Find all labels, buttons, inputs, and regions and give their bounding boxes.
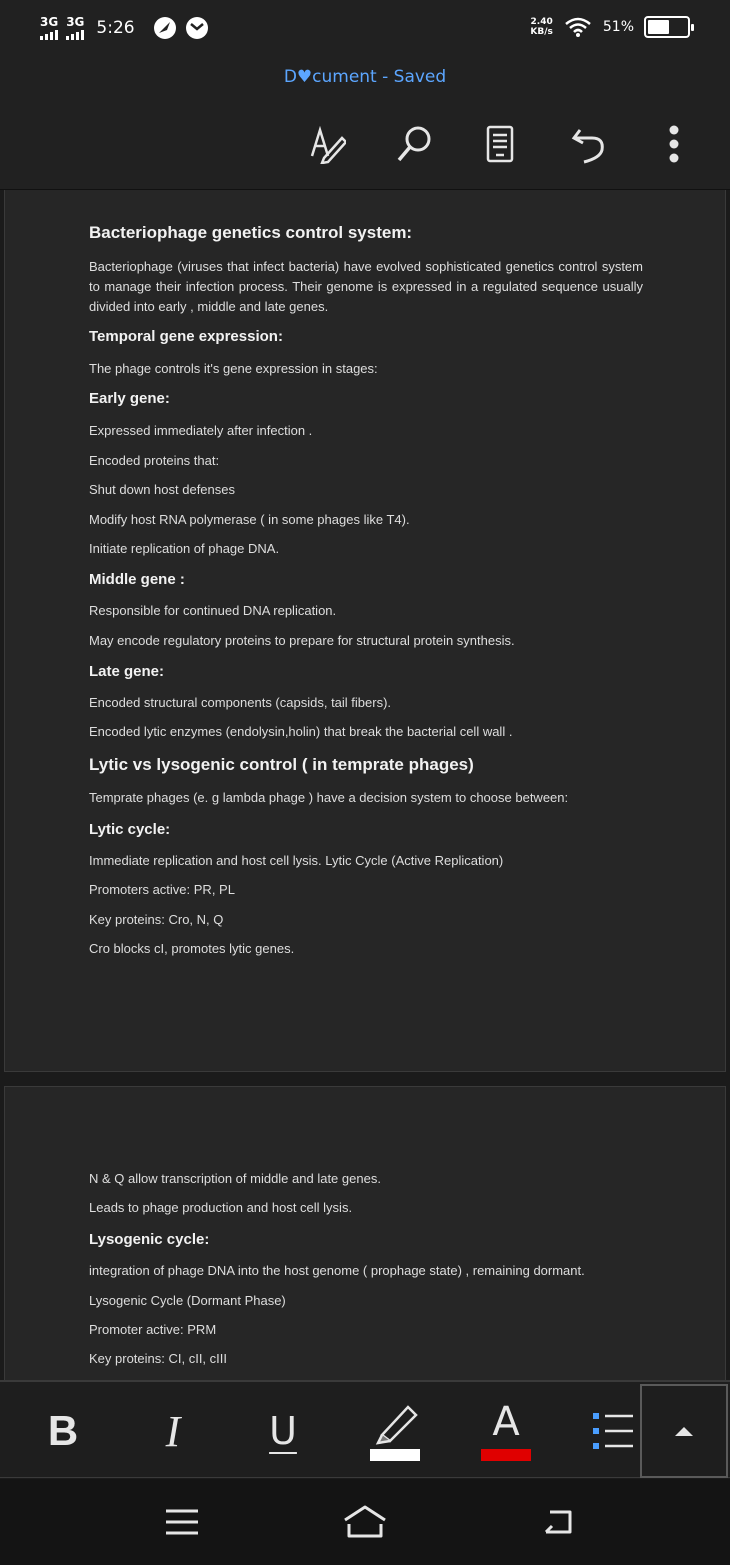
paragraph: Encoded lytic enzymes (endolysin,holin) that break the bacterial cell wall . — [89, 724, 513, 739]
font-color-swatch — [481, 1449, 531, 1461]
speed-value: 2.40 — [530, 17, 553, 27]
status-right — [530, 16, 690, 38]
paragraph: Initiate replication of phage DNA. — [89, 541, 280, 556]
network-type-2: 3G — [66, 15, 85, 29]
battery-icon — [644, 16, 690, 38]
paragraph: Expressed immediately after infection . — [89, 423, 313, 438]
list-button[interactable] — [584, 1382, 640, 1480]
heading-early: Early gene: — [89, 390, 170, 407]
italic-button[interactable] — [140, 1382, 206, 1480]
document-page-2[interactable] — [4, 1086, 726, 1386]
underline-button[interactable] — [250, 1382, 316, 1480]
paragraph: Modify host RNA polymerase ( in some phages like T4). — [89, 512, 410, 527]
network-type-1: 3G — [40, 15, 59, 29]
reading-mode-button[interactable] — [476, 120, 524, 168]
signal-bars-icon — [40, 30, 58, 40]
paragraph: The phage controls it's gene expression in stages: — [89, 361, 378, 376]
top-toolbar — [0, 120, 730, 170]
edit-pen-icon — [306, 124, 346, 164]
caret-up-icon — [673, 1424, 695, 1438]
search-button[interactable] — [390, 120, 438, 168]
status-left — [40, 16, 209, 40]
wifi-icon — [563, 16, 593, 38]
battery-percent: 51% — [602, 19, 634, 35]
font-color-button[interactable] — [474, 1382, 538, 1480]
heading-lysogenic: Lysogenic cycle: — [89, 1231, 210, 1248]
network-speed — [530, 17, 552, 37]
app-header — [0, 58, 730, 190]
recents-button[interactable] — [152, 1499, 212, 1545]
highlight-button[interactable] — [360, 1382, 430, 1480]
heading-lytic-vs-lysogenic: Lytic vs lysogenic control ( in temprate phages) — [89, 755, 474, 774]
highlight-control — [368, 1401, 422, 1461]
paragraph: Leads to phage production and host cell lysis. — [89, 1200, 353, 1215]
paragraph: Key proteins: Cro, N, Q — [89, 912, 224, 927]
heading-late: Late gene: — [89, 663, 165, 680]
signal-2 — [66, 16, 84, 40]
back-icon — [538, 1506, 578, 1538]
document-page-1[interactable] — [4, 190, 726, 1072]
home-button[interactable] — [335, 1499, 395, 1545]
notification-app-icon — [153, 16, 177, 40]
paragraph: Encoded proteins that: — [89, 453, 220, 468]
heading-middle: Middle gene : — [89, 571, 185, 588]
font-color-label: A — [492, 1399, 520, 1445]
clock: 5:26 — [96, 18, 135, 38]
speed-unit: KB/s — [530, 27, 553, 37]
highlight-color-swatch — [370, 1449, 420, 1461]
paragraph: integration of phage DNA into the host genome ( prophage state) , remaining dormant. — [89, 1263, 585, 1278]
reading-mode-icon — [483, 124, 517, 164]
bold-button[interactable] — [30, 1382, 96, 1480]
heading-temporal: Temporal gene expression: — [89, 328, 283, 345]
highlighter-icon — [368, 1401, 422, 1445]
home-icon — [339, 1502, 391, 1542]
paragraph: Key proteins: CI, cII, cIII — [89, 1351, 227, 1366]
edit-button[interactable] — [302, 120, 350, 168]
signal-bars-icon — [66, 30, 84, 40]
search-icon — [394, 124, 434, 164]
document-title[interactable]: D♥cument - Saved — [283, 67, 447, 87]
paragraph: Responsible for continued DNA replication. — [89, 603, 337, 618]
menu-icon — [162, 1507, 202, 1537]
status-bar — [0, 0, 730, 58]
paragraph: May encode regulatory proteins to prepare for structural protein synthesis. — [89, 633, 515, 648]
collapse-toolbar-button[interactable] — [640, 1384, 728, 1478]
heading-main: Bacteriophage genetics control system: — [89, 223, 413, 242]
italic-label: I — [165, 1406, 181, 1456]
bold-label: B — [47, 1407, 79, 1454]
system-nav-bar — [0, 1479, 730, 1565]
paragraph: Encoded structural components (capsids, tail fibers). — [89, 695, 392, 710]
paragraph: Immediate replication and host cell lysis. Lytic Cycle (Active Replication) — [89, 853, 504, 868]
signal-1 — [40, 16, 58, 40]
underline-label: U — [269, 1409, 297, 1453]
heading-lytic: Lytic cycle: — [89, 821, 171, 838]
paragraph: N & Q allow transcription of middle and late genes. — [89, 1171, 381, 1186]
paragraph: Cro blocks cI, promotes lytic genes. — [89, 941, 295, 956]
paragraph: Lysogenic Cycle (Dormant Phase) — [89, 1293, 286, 1308]
paragraph: Promoter active: PRM — [89, 1322, 217, 1337]
format-toolbar — [0, 1380, 730, 1478]
more-options-icon — [668, 124, 680, 164]
intro-paragraph: Bacteriophage (viruses that infect bacteria) have evolved sophisticated genetics control system to manage their infection process. Their genome is expressed in a regulated sequence usually divided into early , middle and late genes. — [89, 259, 643, 314]
more-options-button[interactable] — [650, 120, 698, 168]
paragraph: Temprate phages (e. g lambda phage ) have a decision system to choose between: — [89, 790, 569, 805]
mail-icon — [185, 16, 209, 40]
undo-icon — [568, 124, 608, 164]
paragraph: Shut down host defenses — [89, 482, 235, 497]
paragraph: Promoters active: PR, PL — [89, 882, 235, 897]
bullet-list-icon — [587, 1409, 637, 1453]
font-color-control — [481, 1399, 531, 1463]
back-button[interactable] — [528, 1499, 588, 1545]
undo-button[interactable] — [564, 120, 612, 168]
